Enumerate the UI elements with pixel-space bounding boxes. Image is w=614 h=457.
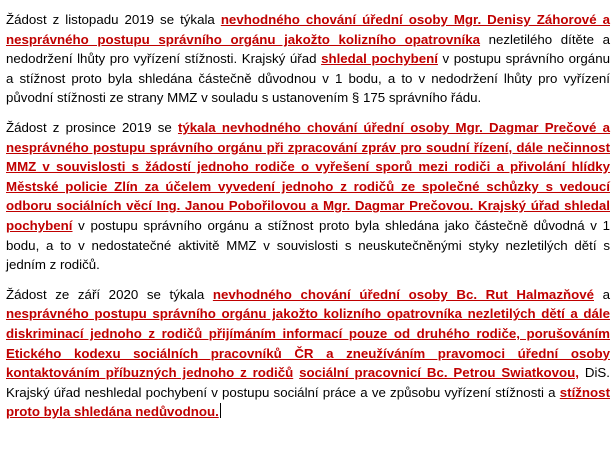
text-segment: v postupu správního orgánu a stížnost proto byla shledána jako částečně důvodná v 1 bodu, a to v nedostatečné aktivitě MMZ v souvislosti s neuskutečněnými styky nezletilých dětí s jedním z rodičů. bbox=[6, 217, 610, 273]
highlighted-text: sociální pracovnicí Bc. Petrou Swiatkovou, bbox=[299, 365, 579, 381]
paragraph-zari-2020 bbox=[6, 285, 610, 422]
highlighted-text: nevhodného chování úřední osoby Bc. Rut Halmazňové bbox=[212, 286, 594, 302]
text-segment: nezletilého dítěte a nedodržení lhůty pro vyřízení stížnosti. Krajský úřad bbox=[6, 31, 610, 67]
highlighted-text: shledal pochybení bbox=[321, 51, 438, 67]
text-segment: Žádost ze září 2020 se týkala bbox=[6, 286, 213, 302]
highlighted-text: nesprávného postupu správního orgánu jakožto kolizního opatrovníka nezletilých dětí a dále diskriminací jednoho z rodičů přijímáním informací pouze od druhého rodiče, porušováním Etického kodexu sociálních pracovníků ČR a zneužíváním pravomoci úřední osoby kontaktováním příbuzných jednoho z rodičů bbox=[6, 306, 610, 381]
highlighted-text: týkala nevhodného chování úřední osoby Mgr. Dagmar Prečové a nesprávného postupu správního orgánu při zpracování zpráv pro soudní řízení, dále nečinnost MMZ v souvislosti s žádostí jednoho rodiče o vyřešení sporů mezi rodiči a přivolání hlídky Městské policie Zlín za účelem vyvedení jednoho z rodičů ze společné schůzky s vedoucí odboru sociálních věcí Ing. Janou Pobořilovou a Mgr. Dagmar Prečovou. Krajský úřad shledal pochybení bbox=[6, 119, 610, 233]
text-segment: Žádost z listopadu 2019 se týkala bbox=[6, 12, 221, 27]
text-segment: v postupu správního orgánu a stížnost proto byla shledána částečně důvodnou v 1 bodu, a to v nedodržení lhůty pro vyřízení původní stížnosti ze strany MMZ v souladu s ustanovením § 175 správního řádu. bbox=[6, 51, 610, 106]
text-segment: Žádost z prosince 2019 se bbox=[6, 119, 178, 135]
paragraph-listopad-2019 bbox=[6, 10, 610, 108]
highlighted-text: stížnost proto byla shledána nedůvodnou. bbox=[6, 384, 610, 420]
text-segment: DiS. Krajský úřad neshledal pochybení v postupu sociální práce a ve způsobu vyřízení stížnosti a bbox=[6, 365, 610, 400]
paragraph-prosinec-2019 bbox=[6, 118, 610, 275]
text-cursor bbox=[220, 403, 221, 418]
highlighted-text: nevhodného chování úřední osoby Mgr. Denisy Záhorové a nesprávného postupu správního orgánu jakožto kolizního opatrovníka bbox=[6, 12, 610, 47]
text-segment: a bbox=[594, 286, 610, 302]
